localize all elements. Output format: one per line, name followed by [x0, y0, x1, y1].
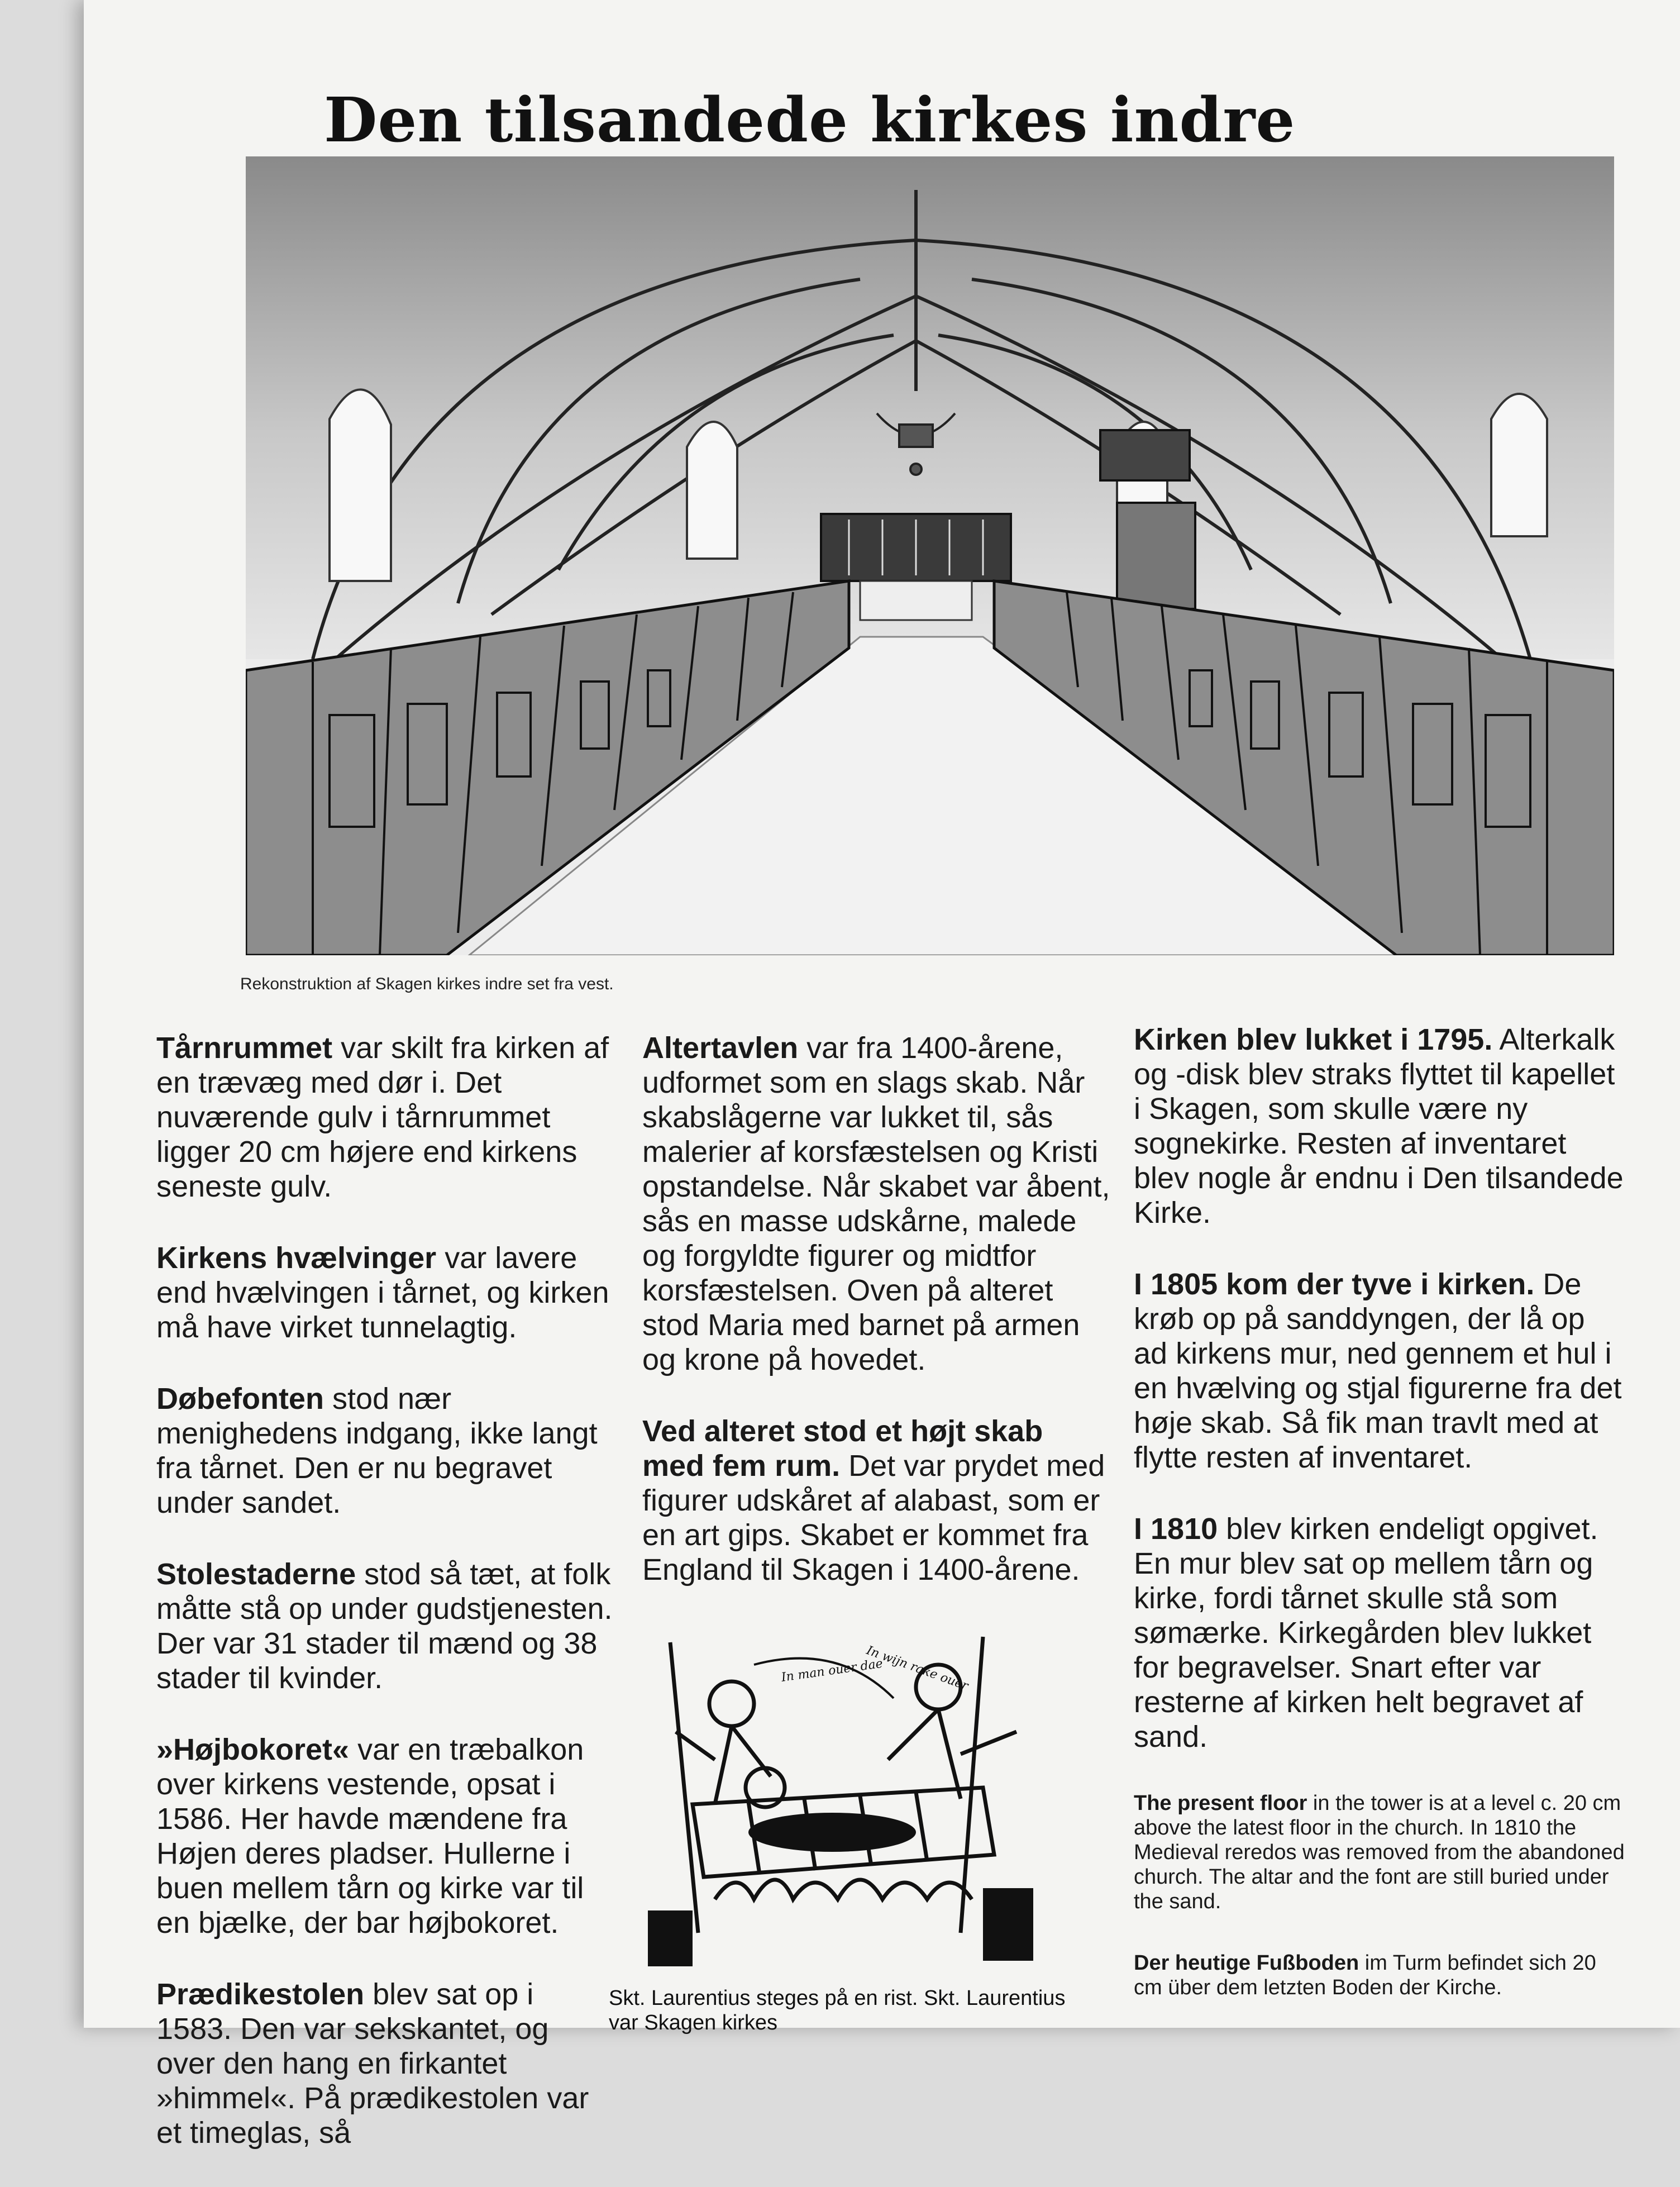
paragraph-text: var skilt fra kirken af en trævæg med dør i. Det nuværende gulv i tårnrummet ligger 20 cm højere end kirkens seneste gulv.	[156, 1031, 609, 1203]
paragraph-text: var fra 1400-årene, udformet som en slags skab. Når skabslågerne var lukket til, sås malerier af korsfæstelsen og Kristi opstandelse. Når skabet var åbent, sås en masse udskårne, malede og forgyldte figurer og midtfor korsfæstelsen. Oven på alteret stod Maria med barnet på armen og krone på hovedet.	[642, 1031, 1110, 1376]
paragraph	[156, 1557, 614, 1695]
paragraph-text: blev kirken endeligt opgivet. En mur blev sat op mellem tårn og kirke, fordi tårnet skulle stå som sømærke. Kirkegården blev lukket for begravelser. Snart efter var resterne af kirken helt begravet af sand.	[1134, 1512, 1598, 1754]
paragraph-text: var en træbalkon over kirkens vestende, opsat i 1586. Her havde mændene fra Højen deres pladser. Hullerne i buen mellem tårn og kirke var til en bjælke, der bar højbokoret.	[156, 1733, 584, 1940]
paragraph-heading: Der heutige Fußboden	[1134, 1951, 1359, 1975]
paragraph	[156, 1732, 614, 1940]
german-summary	[1134, 1951, 1625, 2000]
paragraph-text: Det var prydet med figurer udskåret af alabast, som er en art gips. Skabet er kommet fra England til Skagen i 1400-årene.	[642, 1449, 1105, 1586]
paragraph-heading: Tårnrummet	[156, 1031, 333, 1065]
paragraph	[156, 1031, 614, 1204]
paragraph	[156, 1381, 614, 1520]
illustration-caption: Rekonstruktion af Skagen kirkes indre set fra vest.	[240, 975, 614, 993]
woodcut-caption: Skt. Laurentius steges på en rist. Skt. Laurentius var Skagen kirkes	[609, 1986, 1066, 2034]
paragraph	[1134, 1267, 1625, 1475]
paragraph	[156, 1977, 614, 2150]
church-interior-illustration	[246, 156, 1614, 955]
paragraph-heading: Døbefonten	[156, 1382, 324, 1416]
st-laurentius-woodcut	[626, 1620, 1056, 1978]
paragraph-heading: I 1805 kom der tyve i kirken.	[1134, 1268, 1535, 1301]
text-column-3	[1134, 1022, 1625, 2037]
paragraph-text: Alterkalk og -disk blev straks flyttet til kapellet i Skagen, som skulle være ny sognekirke. Resten af inventaret blev nogle år endnu i Den tilsandede Kirke.	[1134, 1023, 1624, 1230]
paragraph	[1134, 1512, 1625, 1754]
text-column-2	[642, 1031, 1111, 1624]
scroll-text: In man ouer dae	[780, 1656, 884, 1685]
paragraph-text: stod nær menighedens indgang, ikke langt fra tårnet. Den er nu begravet under sandet.	[156, 1382, 598, 1519]
scroll-text: In wijn rake ouer	[864, 1643, 970, 1694]
paragraph	[1134, 1022, 1625, 1230]
paragraph-heading: Kirken blev lukket i 1795.	[1134, 1023, 1493, 1056]
english-summary	[1134, 1791, 1625, 1914]
paragraph-heading: Stolestaderne	[156, 1557, 356, 1591]
paragraph-heading: Altertavlen	[642, 1031, 799, 1065]
paragraph-heading: I 1810	[1134, 1512, 1218, 1546]
paragraph	[156, 1241, 614, 1345]
paragraph-text: De krøb op på sanddyngen, der lå op ad kirkens mur, ned gennem et hul i en hvælving og stjal figurerne fra det høje skab. Så fik man travlt med at flytte resten af inventaret.	[1134, 1268, 1622, 1474]
paragraph-text: blev sat op i 1583. Den var sekskantet, og over den hang en firkantet »himmel«. På prædikestolen var et timeglas, så	[156, 1978, 589, 2150]
paragraph-text: im Turm befindet sich 20 cm über dem letzten Boden der Kirche.	[1134, 1951, 1596, 1999]
paragraph-text: stod så tæt, at folk måtte stå op under gudstjenesten. Der var 31 stader til mænd og 38 stader til kvinder.	[156, 1557, 613, 1695]
paragraph-heading: Ved alteret stod et højt skab med fem rum.	[642, 1414, 1043, 1483]
paragraph-text: var lavere end hvælvingen i tårnet, og kirken må have virket tunnelagtig.	[156, 1241, 609, 1344]
paragraph	[642, 1031, 1111, 1377]
paragraph-text: in the tower is at a level c. 20 cm above the latest floor in the church. In 1810 the Medieval reredos was removed from the abandoned church. The altar and the font are still buried under the sand.	[1134, 1791, 1625, 1913]
paragraph	[642, 1414, 1111, 1587]
paragraph-heading: The present floor	[1134, 1791, 1307, 1815]
paragraph-heading: Prædikestolen	[156, 1978, 365, 2011]
sign-board	[84, 0, 1680, 2150]
paragraph-heading: »Højbokoret«	[156, 1733, 350, 1766]
text-column-1	[156, 1031, 614, 2187]
page-title: Den tilsandede kirkes indre	[324, 84, 1296, 156]
paragraph-heading: Kirkens hvælvinger	[156, 1241, 437, 1275]
